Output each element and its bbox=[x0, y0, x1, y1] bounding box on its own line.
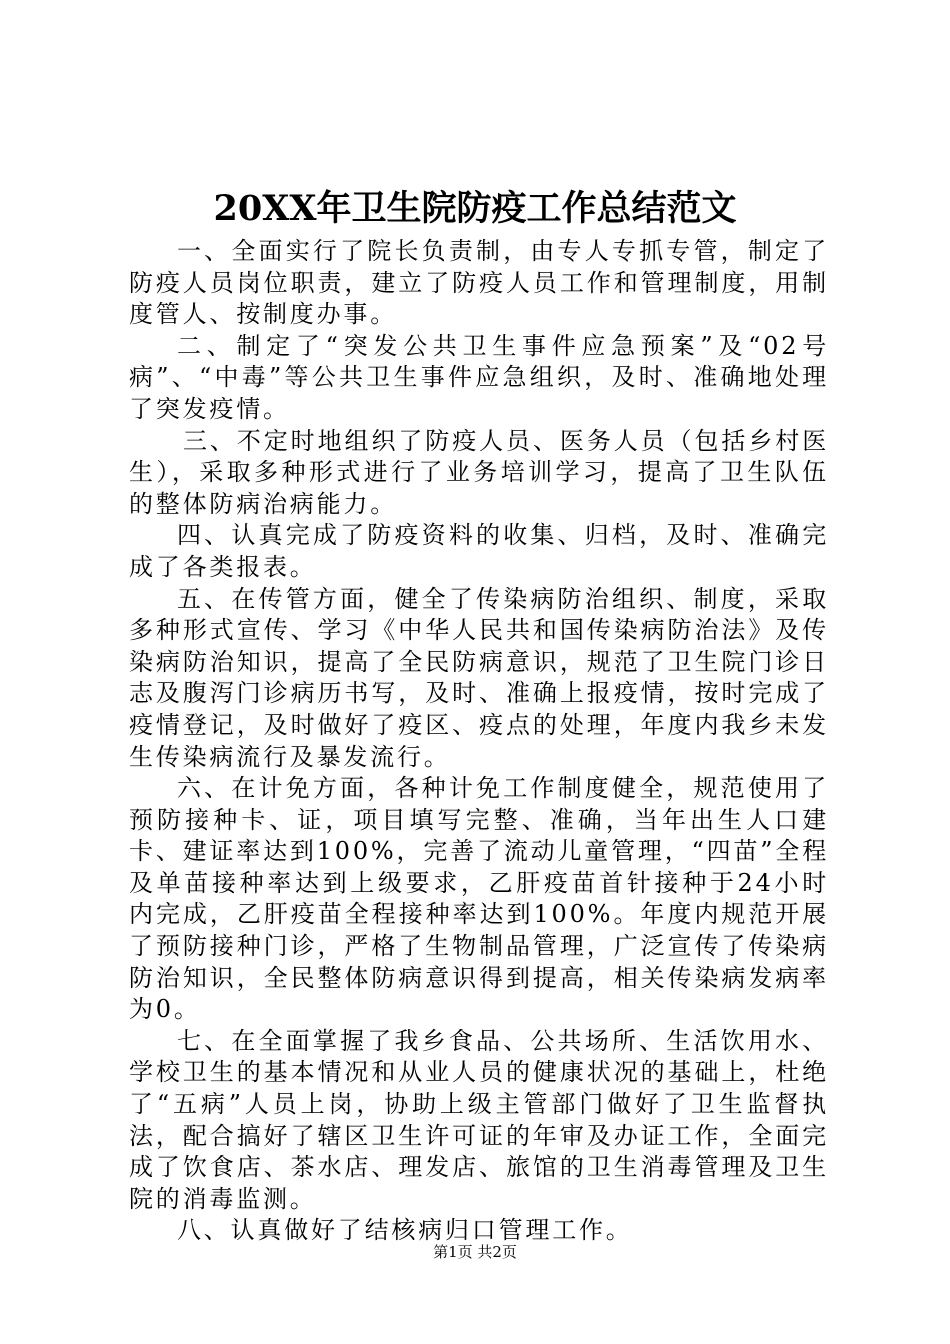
document-title: 20XX年卫生院防疫工作总结范文 bbox=[213, 188, 737, 229]
paragraph-2: 二、制定了“突发公共卫生事件应急预案”及“02号病”、“中毒”等公共卫生事件应急组织，及时、准确地处理了突发疫情。 bbox=[129, 331, 829, 423]
paragraph-3: 三、不定时地组织了防疫人员、医务人员（包括乡村医生），采取多种形式进行了业务培训学习，提高了卫生队伍的整体防病治病能力。 bbox=[129, 426, 829, 518]
paragraph-7: 七、在全面掌握了我乡食品、公共场所、生活饮用水、学校卫生的基本情况和从业人员的健康状况的基础上，杜绝了“五病”人员上岗，协助上级主管部门做好了卫生监督执法，配合搞好了辖区卫生许可证的年审及办证工作，全面完成了饮食店、茶水店、理发店、旅馆的卫生消毒管理及卫生院的消毒监测。 bbox=[129, 1026, 829, 1213]
document-body bbox=[129, 236, 829, 1247]
paragraph-6: 六、在计免方面，各种计免工作制度健全，规范使用了预防接种卡、证，项目填写完整、准确，当年出生人口建卡、建证率达到100%，完善了流动儿童管理，“四苗”全程及单苗接种率达到上级要求，乙肝疫苗首针接种于24小时内完成，乙肝疫苗全程接种率达到100%。年度内规范开展了预防接种门诊，严格了生物制品管理，广泛宣传了传染病防治知识，全民整体防病意识得到提高，相关传染病发病率为0。 bbox=[129, 774, 829, 1024]
paragraph-4: 四、认真完成了防疫资料的收集、归档，及时、准确完成了各类报表。 bbox=[129, 521, 829, 581]
paragraph-8: 八、认真做好了结核病归口管理工作。 bbox=[177, 1216, 633, 1245]
page-number-footer: 第1页 共2页 bbox=[433, 1243, 517, 1261]
paragraph-1: 一、全面实行了院长负责制，由专人专抓专管，制定了防疫人员岗位职责，建立了防疫人员工作和管理制度，用制度管人、按制度办事。 bbox=[129, 237, 829, 329]
paragraph-5: 五、在传管方面，健全了传染病防治组织、制度，采取多种形式宣传、学习《中华人民共和国传染病防治法》及传染病防治知识，提高了全民防病意识，规范了卫生院门诊日志及腹泻门诊病历书写，及时、准确上报疫情，按时完成了疫情登记，及时做好了疫区、疫点的处理，年度内我乡未发生传染病流行及暴发流行。 bbox=[129, 584, 829, 771]
